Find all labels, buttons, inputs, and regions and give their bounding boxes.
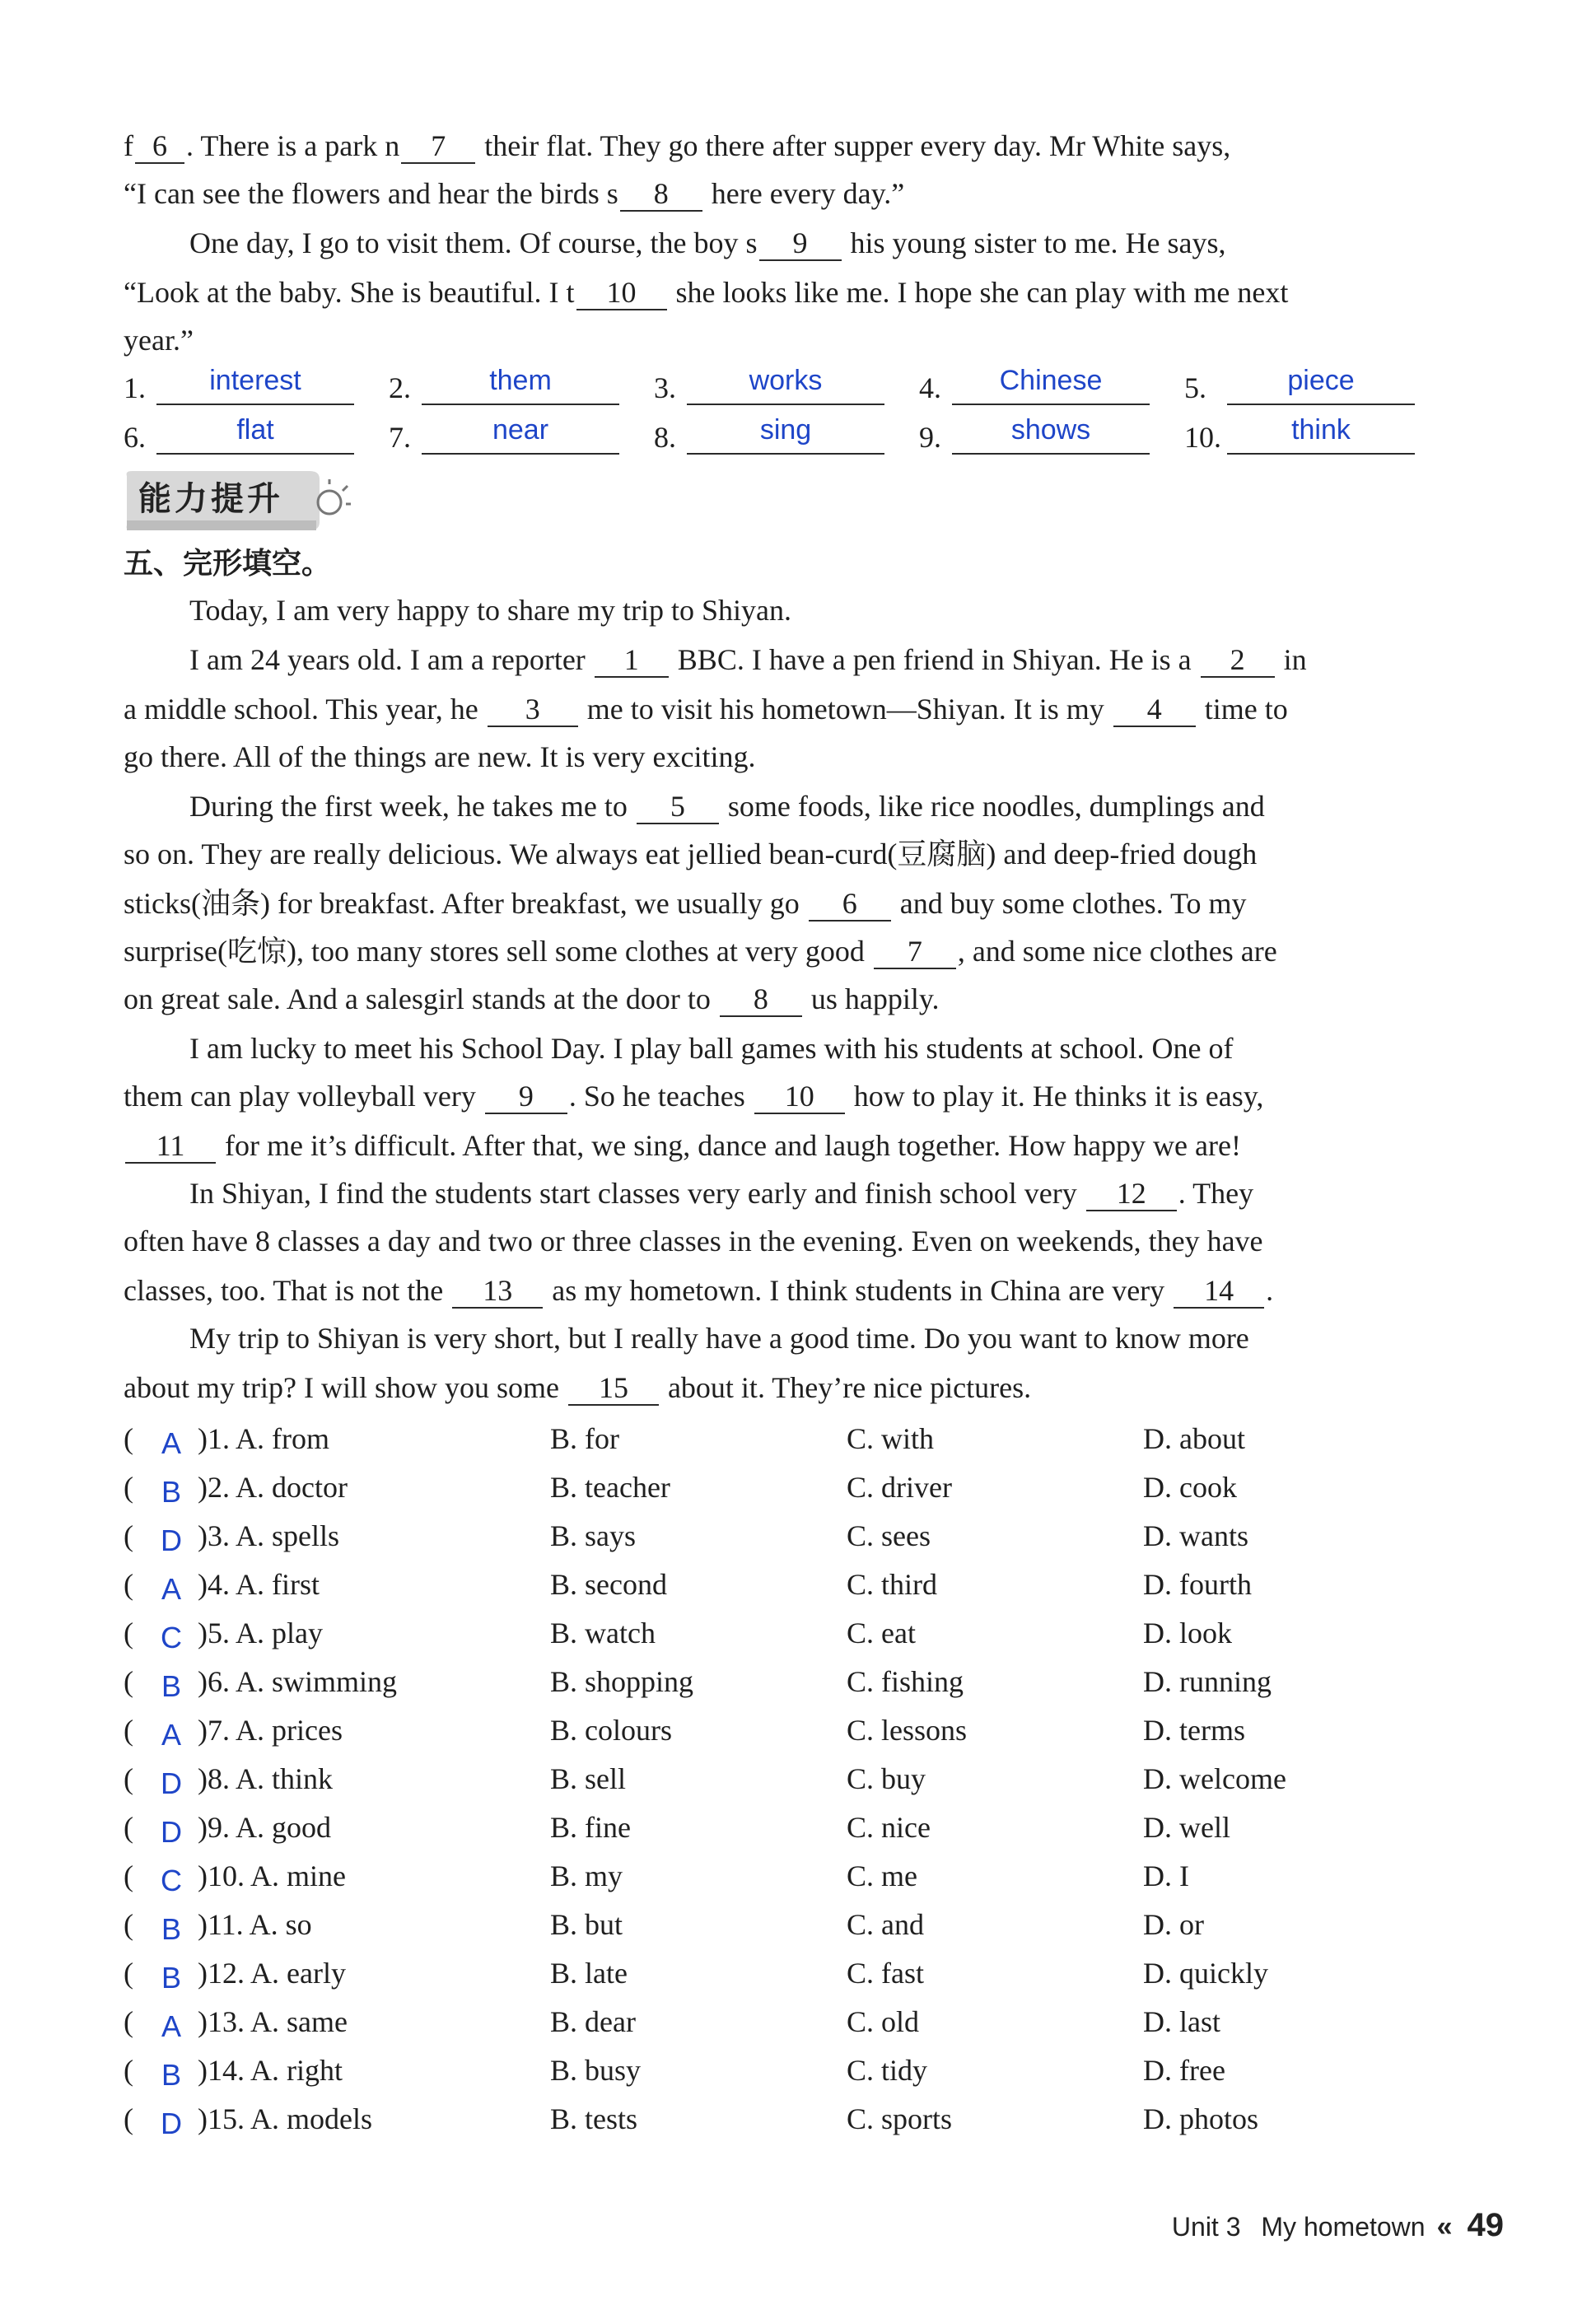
question-number-option-a: )1. A. from — [198, 1422, 329, 1455]
option-c: C. old — [847, 2005, 920, 2038]
option-d: D. I — [1143, 1859, 1189, 1892]
cloze-line: In Shiyan, I find the students start classes very early and finish school very 12 . They — [189, 1177, 1254, 1210]
cloze-blank: 6 — [809, 887, 891, 922]
option-b: B. for — [550, 1422, 619, 1455]
chosen-answer: B — [161, 2058, 181, 2092]
answer-text: shows — [952, 412, 1150, 455]
question-row — [124, 1755, 1491, 1803]
question-row — [124, 1998, 1491, 2046]
passage-line: “I can see the flowers and hear the birds s 8 here every day.” — [124, 177, 905, 210]
cloze-blank: 8 — [720, 982, 802, 1017]
cloze-line: a middle school. This year, he 3 me to visit his hometown—Shiyan. It is my 4 time to — [124, 693, 1288, 726]
section-title: 五、完形填空。 — [124, 547, 332, 581]
question-row — [124, 1803, 1491, 1851]
blank-9: 9 — [759, 226, 842, 261]
cloze-blank: 5 — [637, 790, 719, 824]
option-b: B. tests — [550, 2102, 638, 2135]
option-d: D. well — [1143, 1811, 1230, 1844]
option-b: B. but — [550, 1908, 623, 1941]
blank-7: 7 — [401, 129, 475, 164]
cloze-line: about my trip? I will show you some 15 about it. They’re nice pictures. — [124, 1371, 1032, 1404]
option-c: C. and — [847, 1908, 924, 1941]
option-c: C. fishing — [847, 1665, 964, 1698]
option-d: D. wants — [1143, 1519, 1248, 1552]
cloze-line: During the first week, he takes me to 5 some foods, like rice noodles, dumplings and — [189, 790, 1265, 823]
chosen-answer: B — [161, 1669, 181, 1703]
question-number-option-a: )10. A. mine — [198, 1859, 346, 1892]
option-d: D. or — [1143, 1908, 1204, 1941]
option-d: D. terms — [1143, 1714, 1245, 1747]
question-row — [124, 2095, 1491, 2143]
question-number-option-a: )13. A. same — [198, 2005, 348, 2038]
answer-paren: ( — [124, 1811, 133, 1844]
option-d: D. running — [1143, 1665, 1272, 1698]
chosen-answer: A — [161, 1718, 181, 1752]
passage-line: “Look at the baby. She is beautiful. I t 10 she looks like me. I hope she can play with me next — [124, 276, 1289, 309]
answer-paren: ( — [124, 1957, 133, 1990]
cloze-blank: 14 — [1174, 1274, 1264, 1309]
answer-text: interest — [156, 362, 354, 405]
answer-row: 6. flat 7. near 8. sing 9. shows 10. think — [124, 410, 1491, 460]
cloze-line: 11 for me it’s difficult. After that, we sing, dance and laugh together. How happy we are! — [124, 1125, 1491, 1173]
blank-6: 6 — [135, 129, 184, 164]
chosen-answer: C — [161, 1864, 182, 1897]
cloze-blank: 13 — [452, 1274, 543, 1309]
option-c: C. lessons — [847, 1714, 968, 1747]
option-c: C. driver — [847, 1471, 952, 1504]
question-row — [124, 1512, 1491, 1560]
answer-paren: ( — [124, 1617, 133, 1649]
option-b: B. my — [550, 1859, 623, 1892]
option-b: B. teacher — [550, 1471, 670, 1504]
cloze-blank: 10 — [754, 1080, 845, 1114]
question-row — [124, 2046, 1491, 2094]
option-c: C. sports — [847, 2102, 953, 2135]
option-c: C. tidy — [847, 2054, 928, 2087]
option-c: C. eat — [847, 1617, 916, 1649]
question-row — [124, 1949, 1491, 1997]
option-b: B. says — [550, 1519, 637, 1552]
cloze-blank: 12 — [1086, 1177, 1177, 1211]
question-number-option-a: )11. A. so — [198, 1908, 312, 1941]
page-number: 49 — [1467, 2207, 1504, 2243]
option-c: C. third — [847, 1568, 938, 1601]
cloze-blank: 4 — [1113, 693, 1196, 727]
chosen-answer: D — [161, 1523, 182, 1557]
cloze-blank: 1 — [595, 643, 669, 678]
question-number-option-a: )3. A. spells — [198, 1519, 340, 1552]
answer-text: piece — [1227, 362, 1415, 405]
option-c: C. me — [847, 1859, 917, 1892]
answer-paren: ( — [124, 1471, 133, 1504]
option-b: B. late — [550, 1957, 628, 1990]
footer-unit: Unit 3 — [1171, 2212, 1241, 2242]
banner-label: 能力提升 — [138, 480, 283, 518]
option-c: C. buy — [847, 1762, 926, 1795]
option-b: B. shopping — [550, 1665, 694, 1698]
cloze-line: on great sale. And a salesgirl stands at the door to 8 us happily. — [124, 982, 940, 1015]
option-d: D. last — [1143, 2005, 1220, 2038]
question-number-option-a: )9. A. good — [198, 1811, 332, 1844]
chosen-answer: D — [161, 2107, 182, 2140]
option-d: D. free — [1143, 2054, 1225, 2087]
question-number-option-a: )12. A. early — [198, 1957, 346, 1990]
cloze-line: classes, too. That is not the 13 as my hometown. I think students in China are very 14 . — [124, 1274, 1274, 1307]
cloze-blank: 7 — [874, 935, 956, 969]
cloze-line: My trip to Shiyan is very short, but I really have a good time. Do you want to know more — [189, 1322, 1249, 1355]
double-chevron-left-icon: « — [1436, 2211, 1453, 2242]
cloze-blank: 15 — [568, 1371, 659, 1406]
answer-text: flat — [156, 412, 354, 455]
answer-paren: ( — [124, 1665, 133, 1698]
option-b: B. busy — [550, 2054, 642, 2087]
option-b: B. watch — [550, 1617, 656, 1649]
answer-paren: ( — [124, 1422, 133, 1455]
chosen-answer: C — [161, 1621, 182, 1654]
option-d: D. photos — [1143, 2102, 1259, 2135]
option-b: B. dear — [550, 2005, 636, 2038]
cloze-line: go there. All of the things are new. It is very exciting. — [124, 740, 756, 773]
chosen-answer: B — [161, 1912, 181, 1946]
option-b: B. second — [550, 1568, 667, 1601]
option-b: B. fine — [550, 1811, 631, 1844]
cloze-line: them can play volleyball very 9 . So he teaches 10 how to play it. He thinks it is easy, — [124, 1080, 1264, 1113]
chosen-answer: A — [161, 1572, 181, 1606]
passage-line: year.” — [124, 324, 194, 357]
option-c: C. fast — [847, 1957, 924, 1990]
option-d: D. look — [1143, 1617, 1232, 1649]
question-row — [124, 1609, 1491, 1657]
cloze-line: Today, I am very happy to share my trip to Shiyan. — [189, 594, 791, 627]
cloze-line: often have 8 classes a day and two or three classes in the evening. Even on weekends, they have — [124, 1225, 1263, 1257]
question-row — [124, 1901, 1491, 1948]
question-row — [124, 1852, 1491, 1900]
answer-paren: ( — [124, 2054, 133, 2087]
question-row — [124, 1415, 1491, 1463]
passage-line: f 6 . There is a park n 7 their flat. They go there after supper every day. Mr White says, — [124, 129, 1231, 162]
question-number-option-a: )8. A. think — [198, 1762, 334, 1795]
cloze-line: I am lucky to meet his School Day. I play ball games with his students at school. One of — [189, 1032, 1234, 1065]
answer-paren: ( — [124, 1519, 133, 1552]
option-d: D. about — [1143, 1422, 1245, 1455]
option-d: D. welcome — [1143, 1762, 1286, 1795]
question-number-option-a: )2. A. doctor — [198, 1471, 348, 1504]
question-number-option-a: )4. A. first — [198, 1568, 320, 1601]
answer-text: Chinese — [952, 362, 1150, 405]
answer-paren: ( — [124, 1714, 133, 1747]
cloze-blank: 9 — [485, 1080, 567, 1114]
cloze-line: surprise(吃惊), too many stores sell some clothes at very good 7 , and some nice clothes are — [124, 935, 1277, 968]
answer-text: near — [422, 412, 619, 455]
answer-text: think — [1227, 412, 1415, 455]
option-b: B. colours — [550, 1714, 672, 1747]
answer-paren: ( — [124, 2102, 133, 2135]
chosen-answer: A — [161, 1426, 181, 1460]
chosen-answer: D — [161, 1815, 182, 1849]
answer-text: them — [422, 362, 619, 405]
option-c: C. with — [847, 1422, 935, 1455]
option-d: D. fourth — [1143, 1568, 1252, 1601]
question-number-option-a: )6. A. swimming — [198, 1665, 398, 1698]
cloze-blank: 3 — [488, 693, 578, 727]
answer-paren: ( — [124, 1859, 133, 1892]
question-row — [124, 1706, 1491, 1754]
option-d: D. cook — [1143, 1471, 1237, 1504]
question-number-option-a: )15. A. models — [198, 2102, 373, 2135]
question-number-option-a: )7. A. prices — [198, 1714, 343, 1747]
blank-10: 10 — [576, 276, 667, 310]
option-d: D. quickly — [1143, 1957, 1268, 1990]
page-footer — [1172, 2200, 1504, 2251]
chosen-answer: D — [161, 1766, 182, 1800]
cloze-blank: 2 — [1201, 643, 1275, 678]
question-row — [124, 1561, 1491, 1608]
chosen-answer: B — [161, 1475, 181, 1509]
cloze-blank: 11 — [125, 1129, 216, 1164]
question-number-option-a: )14. A. right — [198, 2054, 343, 2087]
footer-title: My hometown — [1261, 2212, 1426, 2242]
answer-paren: ( — [124, 2005, 133, 2038]
answer-paren: ( — [124, 1908, 133, 1941]
answer-row: 1. interest 2. them 3. works 4. Chinese 5. piece — [124, 361, 1491, 410]
chosen-answer: B — [161, 1961, 181, 1995]
option-c: C. sees — [847, 1519, 931, 1552]
cloze-line: I am 24 years old. I am a reporter 1 BBC. I have a pen friend in Shiyan. He is a 2 in — [189, 643, 1307, 676]
section-banner — [122, 468, 352, 534]
chosen-answer: A — [161, 2009, 181, 2043]
question-row — [124, 1658, 1491, 1705]
answer-paren: ( — [124, 1568, 133, 1601]
option-c: C. nice — [847, 1811, 931, 1844]
answer-text: works — [687, 362, 884, 405]
blank-8: 8 — [620, 177, 702, 212]
cloze-line: sticks(油条) for breakfast. After breakfast, we usually go 6 and buy some clothes. To my — [124, 887, 1247, 920]
answer-paren: ( — [124, 1762, 133, 1795]
answer-text: sing — [687, 412, 884, 455]
question-number-option-a: )5. A. play — [198, 1617, 323, 1649]
question-row — [124, 1463, 1491, 1511]
cloze-line: so on. They are really delicious. We always eat jellied bean-curd(豆腐脑) and deep-fried dough — [124, 838, 1258, 870]
passage-line: One day, I go to visit them. Of course, the boy s 9 his young sister to me. He says, — [189, 226, 1226, 259]
option-b: B. sell — [550, 1762, 627, 1795]
